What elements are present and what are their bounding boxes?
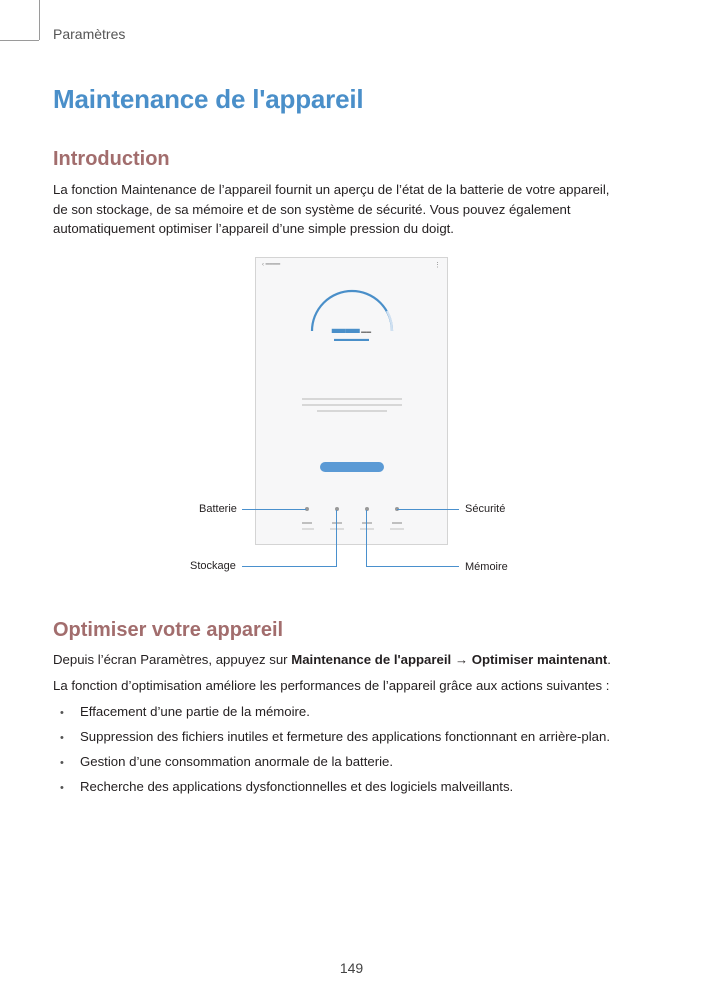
intro-line: automatiquement optimiser l’appareil d’une simple pression du doigt. xyxy=(53,221,454,236)
description-placeholder xyxy=(302,398,402,416)
storage-callout-line-v xyxy=(336,510,337,567)
status-icons-row xyxy=(256,504,447,544)
intro-line: de son stockage, de sa mémoire et de son système de sécurité. Vous pouvez également xyxy=(53,201,571,217)
optimize-heading: Optimiser votre appareil xyxy=(53,619,284,641)
menu-path-maintenance: Maintenance de l'appareil xyxy=(291,652,452,667)
storage-callout-line-h xyxy=(242,566,337,567)
list-item: • Suppression des fichiers inutiles et fermeture des applications fonctionnant en arrière-plan. xyxy=(60,729,610,744)
intro-paragraph xyxy=(53,180,643,239)
corner-rule-vertical xyxy=(39,0,40,40)
optimize-description: La fonction d’optimisation améliore les performances de l’appareil grâce aux actions suivantes : xyxy=(53,678,610,693)
callout-memory: Mémoire xyxy=(465,561,508,573)
memory-callout-line-h xyxy=(366,566,459,567)
more-options-icon: ⋮ xyxy=(434,262,441,269)
menu-path-optimize: Optimiser maintenant xyxy=(471,652,608,667)
battery-callout-line xyxy=(242,509,306,510)
score-value: ▬▬ ▬▬ xyxy=(331,320,372,336)
device-screenshot-figure xyxy=(255,257,448,545)
list-item: • Gestion d’une consommation anormale de la batterie. xyxy=(60,754,394,769)
memory-callout-line-v xyxy=(366,510,367,567)
list-item: • Effacement d’une partie de la mémoire. xyxy=(60,704,310,719)
optimize-now-button[interactable] xyxy=(320,462,384,472)
callout-security: Sécurité xyxy=(465,503,506,515)
optimize-instruction: Depuis l’écran Paramètres, appuyez sur Maintenance de l'appareil → Optimiser maintenant. xyxy=(53,652,611,667)
callout-storage: Stockage xyxy=(190,560,236,572)
score-status: ▬▬▬▬▬ xyxy=(334,336,369,343)
intro-heading: Introduction xyxy=(53,148,170,170)
page-number: 149 xyxy=(339,960,364,976)
corner-rule-horizontal xyxy=(0,40,39,41)
security-callout-line xyxy=(397,509,459,510)
intro-line: La fonction Maintenance de l’appareil fournit un aperçu de l’état de la batterie de votre appareil, xyxy=(53,182,610,197)
running-header: Paramètres xyxy=(53,26,126,42)
page-title: Maintenance de l'appareil xyxy=(53,84,364,114)
back-chevron-icon: ‹ ━━━━ xyxy=(262,262,281,268)
list-item: • Recherche des applications dysfonctionnelles et des logiciels malveillants. xyxy=(60,779,514,794)
callout-battery: Batterie xyxy=(199,503,237,515)
